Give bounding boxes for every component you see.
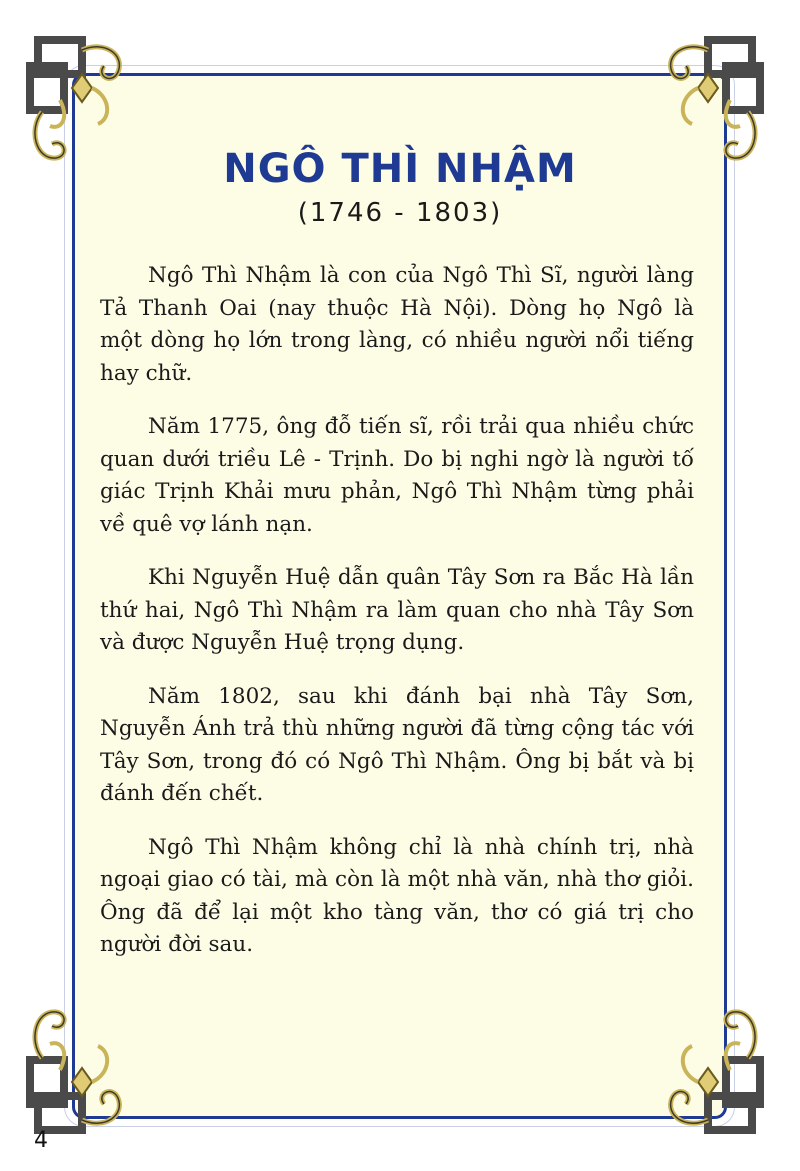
corner-ornament-bottom-right bbox=[650, 990, 770, 1140]
biography-text bbox=[100, 260, 694, 983]
lifespan-years: (1746 - 1803) bbox=[297, 198, 503, 228]
paragraph: Ngô Thì Nhậm là con của Ngô Thì Sĩ, người làng Tả Thanh Oai (nay thuộc Hà Nội). Dòng họ Ngô là một dòng họ lớn trong làng, có nhiều người nổi tiếng hay chữ. bbox=[100, 263, 694, 386]
paragraph: Năm 1775, ông đỗ tiến sĩ, rồi trải qua nhiều chức quan dưới triều Lê - Trịnh. Do bị nghi ngờ là người tố giác Trịnh Khải mưu phản, Ngô Thì Nhậm từng phải về quê vợ lánh nạn. bbox=[100, 414, 694, 537]
paragraph: Ngô Thì Nhậm không chỉ là nhà chính trị, nhà ngoại giao có tài, mà còn là một nhà văn, nhà thơ giỏi. Ông đã để lại một kho tàng văn, thơ có giá trị cho người đời sau. bbox=[100, 834, 694, 957]
paragraph: Năm 1802, sau khi đánh bại nhà Tây Sơn, Nguyễn Ánh trả thù những người đã từng cộng tác với Tây Sơn, trong đó có Ngô Thì Nhậm. Ông bị bắt và bị đánh đến chết. bbox=[100, 683, 694, 806]
page-number: 4 bbox=[34, 1128, 48, 1153]
page-title: NGÔ THÌ NHẬM bbox=[223, 146, 577, 192]
paragraph: Khi Nguyễn Huệ dẫn quân Tây Sơn ra Bắc Hà lần thứ hai, Ngô Thì Nhậm ra làm quan cho nhà Tây Sơn và được Nguyễn Huệ trọng dụng. bbox=[100, 565, 694, 655]
corner-ornament-bottom-left bbox=[20, 990, 140, 1140]
